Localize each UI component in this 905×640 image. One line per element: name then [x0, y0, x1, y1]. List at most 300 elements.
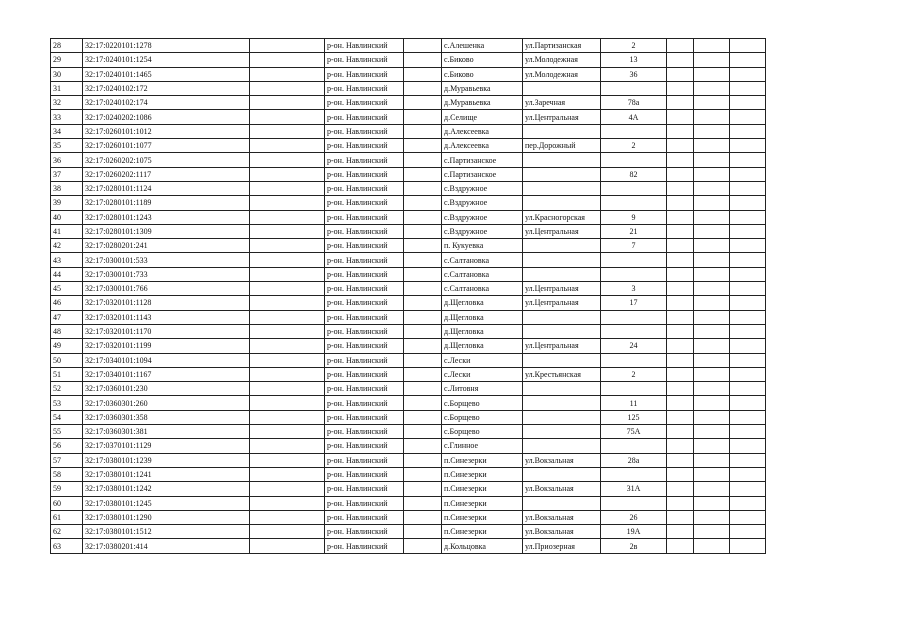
cell-blank-col-4: [694, 53, 730, 67]
cell-blank-col-4: [694, 81, 730, 95]
cell-blank-col-5: [730, 139, 766, 153]
table-row: [51, 139, 766, 153]
cell-blank-col-5: [730, 482, 766, 496]
cell-blank-col-4: [694, 539, 730, 553]
cell-blank-col-1: [250, 353, 325, 367]
cell-house-number: [601, 496, 667, 510]
cell-blank-col-2: [404, 124, 442, 138]
cell-row-number: 44: [51, 267, 83, 281]
cell-row-number: 29: [51, 53, 83, 67]
cell-row-number: 49: [51, 339, 83, 353]
cell-blank-col-4: [694, 267, 730, 281]
cell-cadastral-number: 32:17:0360101:230: [83, 382, 250, 396]
cell-blank-col-5: [730, 124, 766, 138]
cell-blank-col-3: [667, 124, 694, 138]
cell-blank-col-2: [404, 339, 442, 353]
cell-blank-col-2: [404, 296, 442, 310]
table-row: [51, 482, 766, 496]
cell-blank-col-2: [404, 539, 442, 553]
cell-settlement: п.Синезерки: [442, 510, 523, 524]
cell-settlement: с.Вздружное: [442, 181, 523, 195]
table-row: [51, 396, 766, 410]
cell-house-number: [601, 267, 667, 281]
cell-street: [523, 153, 601, 167]
cell-blank-col-5: [730, 224, 766, 238]
cell-cadastral-number: 32:17:0240101:1254: [83, 53, 250, 67]
cell-blank-col-4: [694, 467, 730, 481]
cell-blank-col-5: [730, 439, 766, 453]
cell-cadastral-number: 32:17:0240102:174: [83, 96, 250, 110]
cell-row-number: 40: [51, 210, 83, 224]
cell-settlement: с.Вздружное: [442, 210, 523, 224]
cell-district: р-он. Навлинский: [325, 467, 404, 481]
cell-cadastral-number: 32:17:0240102:172: [83, 81, 250, 95]
cell-blank-col-2: [404, 196, 442, 210]
cell-blank-col-2: [404, 396, 442, 410]
table-row: [51, 282, 766, 296]
cell-cadastral-number: 32:17:0320101:1128: [83, 296, 250, 310]
cell-blank-col-3: [667, 396, 694, 410]
cell-blank-col-2: [404, 81, 442, 95]
cell-street: [523, 425, 601, 439]
cell-house-number: 125: [601, 410, 667, 424]
cell-blank-col-4: [694, 139, 730, 153]
cell-district: р-он. Навлинский: [325, 396, 404, 410]
cell-blank-col-2: [404, 510, 442, 524]
cell-blank-col-5: [730, 110, 766, 124]
cell-blank-col-4: [694, 96, 730, 110]
cell-blank-col-2: [404, 153, 442, 167]
cell-blank-col-5: [730, 510, 766, 524]
table-row: [51, 510, 766, 524]
cell-row-number: 51: [51, 367, 83, 381]
cell-district: р-он. Навлинский: [325, 153, 404, 167]
cell-blank-col-4: [694, 110, 730, 124]
cell-house-number: [601, 153, 667, 167]
cell-cadastral-number: 32:17:0240202:1086: [83, 110, 250, 124]
table-row: [51, 124, 766, 138]
cell-blank-col-5: [730, 39, 766, 53]
cell-blank-col-3: [667, 253, 694, 267]
cell-street: ул.Вокзальная: [523, 510, 601, 524]
cell-row-number: 33: [51, 110, 83, 124]
cell-row-number: 32: [51, 96, 83, 110]
cell-house-number: [601, 310, 667, 324]
cell-row-number: 57: [51, 453, 83, 467]
cell-blank-col-3: [667, 410, 694, 424]
cell-blank-col-3: [667, 367, 694, 381]
cell-blank-col-5: [730, 425, 766, 439]
cell-blank-col-1: [250, 167, 325, 181]
cell-blank-col-5: [730, 96, 766, 110]
cell-cadastral-number: 32:17:0300101:533: [83, 253, 250, 267]
cell-blank-col-3: [667, 224, 694, 238]
cell-house-number: 2: [601, 39, 667, 53]
cell-blank-col-3: [667, 353, 694, 367]
cell-blank-col-5: [730, 196, 766, 210]
cell-street: ул.Центральная: [523, 110, 601, 124]
cell-settlement: с.Алешенка: [442, 39, 523, 53]
cell-blank-col-3: [667, 153, 694, 167]
cell-blank-col-5: [730, 296, 766, 310]
cell-blank-col-3: [667, 53, 694, 67]
cell-cadastral-number: 32:17:0300101:733: [83, 267, 250, 281]
cell-house-number: 3: [601, 282, 667, 296]
cell-blank-col-1: [250, 239, 325, 253]
cell-street: ул.Вокзальная: [523, 453, 601, 467]
cell-district: р-он. Навлинский: [325, 282, 404, 296]
cell-settlement: д.Муравьевка: [442, 81, 523, 95]
table-row: [51, 353, 766, 367]
table-row: [51, 382, 766, 396]
cell-blank-col-3: [667, 339, 694, 353]
cell-blank-col-4: [694, 282, 730, 296]
cell-blank-col-3: [667, 110, 694, 124]
cell-blank-col-3: [667, 139, 694, 153]
cell-blank-col-2: [404, 267, 442, 281]
cell-house-number: 13: [601, 53, 667, 67]
cell-blank-col-3: [667, 167, 694, 181]
cell-cadastral-number: 32:17:0320101:1143: [83, 310, 250, 324]
cell-blank-col-5: [730, 339, 766, 353]
cell-blank-col-1: [250, 253, 325, 267]
cell-cadastral-number: 32:17:0260202:1117: [83, 167, 250, 181]
register-table-body: [51, 39, 766, 554]
cell-blank-col-1: [250, 153, 325, 167]
cell-row-number: 30: [51, 67, 83, 81]
cell-blank-col-1: [250, 110, 325, 124]
table-row: [51, 253, 766, 267]
cell-district: р-он. Навлинский: [325, 539, 404, 553]
cell-house-number: 78а: [601, 96, 667, 110]
cell-district: р-он. Навлинский: [325, 367, 404, 381]
cell-house-number: 24: [601, 339, 667, 353]
cell-district: р-он. Навлинский: [325, 310, 404, 324]
cell-blank-col-3: [667, 282, 694, 296]
cell-blank-col-1: [250, 367, 325, 381]
cell-settlement: д.Муравьевка: [442, 96, 523, 110]
cell-blank-col-5: [730, 181, 766, 195]
cell-blank-col-3: [667, 267, 694, 281]
cell-settlement: д.Щегловка: [442, 310, 523, 324]
cell-settlement: д.Алексеевка: [442, 139, 523, 153]
cell-house-number: [601, 81, 667, 95]
cell-cadastral-number: 32:17:0260101:1012: [83, 124, 250, 138]
cell-blank-col-1: [250, 425, 325, 439]
cell-house-number: 9: [601, 210, 667, 224]
table-row: [51, 53, 766, 67]
cell-cadastral-number: 32:17:0320101:1199: [83, 339, 250, 353]
cell-settlement: с.Биково: [442, 53, 523, 67]
cell-street: ул.Вокзальная: [523, 525, 601, 539]
table-row: [51, 496, 766, 510]
cell-row-number: 28: [51, 39, 83, 53]
cell-row-number: 42: [51, 239, 83, 253]
cell-street: [523, 81, 601, 95]
cell-blank-col-2: [404, 353, 442, 367]
cell-blank-col-4: [694, 67, 730, 81]
cell-house-number: 17: [601, 296, 667, 310]
cell-settlement: с.Борщево: [442, 410, 523, 424]
cell-blank-col-5: [730, 210, 766, 224]
cell-house-number: 36: [601, 67, 667, 81]
cell-district: р-он. Навлинский: [325, 296, 404, 310]
cell-blank-col-2: [404, 139, 442, 153]
cell-blank-col-5: [730, 496, 766, 510]
cell-blank-col-3: [667, 467, 694, 481]
cell-house-number: [601, 324, 667, 338]
table-row: [51, 310, 766, 324]
cell-blank-col-1: [250, 67, 325, 81]
cell-blank-col-3: [667, 239, 694, 253]
cell-blank-col-2: [404, 167, 442, 181]
cell-blank-col-1: [250, 282, 325, 296]
cell-street: ул.Центральная: [523, 296, 601, 310]
cell-district: р-он. Навлинский: [325, 239, 404, 253]
cell-blank-col-3: [667, 496, 694, 510]
cell-settlement: д.Щегловка: [442, 339, 523, 353]
cell-street: [523, 310, 601, 324]
cell-blank-col-4: [694, 510, 730, 524]
cell-blank-col-3: [667, 324, 694, 338]
table-row: [51, 181, 766, 195]
cell-blank-col-3: [667, 310, 694, 324]
cell-settlement: с.Глинное: [442, 439, 523, 453]
cell-street: [523, 196, 601, 210]
table-row: [51, 367, 766, 381]
cell-blank-col-2: [404, 239, 442, 253]
cell-blank-col-4: [694, 482, 730, 496]
cell-settlement: с.Салтановка: [442, 282, 523, 296]
cell-district: р-он. Навлинский: [325, 453, 404, 467]
cell-row-number: 43: [51, 253, 83, 267]
cell-district: р-он. Навлинский: [325, 382, 404, 396]
cell-street: [523, 353, 601, 367]
cell-settlement: п. Кукуевка: [442, 239, 523, 253]
cell-house-number: 21: [601, 224, 667, 238]
cell-district: р-он. Навлинский: [325, 39, 404, 53]
cell-blank-col-5: [730, 167, 766, 181]
cell-street: ул.Центральная: [523, 224, 601, 238]
table-row: [51, 525, 766, 539]
table-row: [51, 425, 766, 439]
cell-blank-col-2: [404, 224, 442, 238]
cell-blank-col-1: [250, 210, 325, 224]
cell-street: ул.Центральная: [523, 339, 601, 353]
cell-blank-col-1: [250, 324, 325, 338]
cell-street: ул.Вокзальная: [523, 482, 601, 496]
cell-row-number: 61: [51, 510, 83, 524]
cell-blank-col-3: [667, 382, 694, 396]
cell-blank-col-3: [667, 196, 694, 210]
cell-blank-col-3: [667, 510, 694, 524]
cell-street: [523, 181, 601, 195]
cell-settlement: п.Синезерки: [442, 496, 523, 510]
cell-settlement: с.Лески: [442, 367, 523, 381]
cell-blank-col-5: [730, 67, 766, 81]
cell-blank-col-4: [694, 353, 730, 367]
cell-cadastral-number: 32:17:0240101:1465: [83, 67, 250, 81]
cell-blank-col-1: [250, 525, 325, 539]
cell-blank-col-4: [694, 425, 730, 439]
cell-blank-col-5: [730, 239, 766, 253]
cell-row-number: 58: [51, 467, 83, 481]
cell-row-number: 62: [51, 525, 83, 539]
cell-settlement: с.Вздружное: [442, 224, 523, 238]
cell-blank-col-3: [667, 181, 694, 195]
cell-row-number: 35: [51, 139, 83, 153]
cell-settlement: п.Синезерки: [442, 467, 523, 481]
cell-settlement: с.Литовня: [442, 382, 523, 396]
cell-row-number: 52: [51, 382, 83, 396]
cell-blank-col-5: [730, 81, 766, 95]
cell-blank-col-1: [250, 439, 325, 453]
cell-house-number: [601, 196, 667, 210]
table-row: [51, 467, 766, 481]
cell-street: [523, 410, 601, 424]
cell-blank-col-3: [667, 425, 694, 439]
cell-cadastral-number: 32:17:0340101:1094: [83, 353, 250, 367]
cell-blank-col-1: [250, 482, 325, 496]
cell-cadastral-number: 32:17:0280101:1189: [83, 196, 250, 210]
cell-blank-col-1: [250, 81, 325, 95]
cell-blank-col-1: [250, 181, 325, 195]
cell-blank-col-4: [694, 439, 730, 453]
cell-blank-col-1: [250, 224, 325, 238]
cell-cadastral-number: 32:17:0360301:260: [83, 396, 250, 410]
cell-row-number: 50: [51, 353, 83, 367]
register-table: [50, 38, 766, 554]
cell-house-number: 7: [601, 239, 667, 253]
cell-blank-col-4: [694, 382, 730, 396]
cell-row-number: 34: [51, 124, 83, 138]
cell-house-number: 4А: [601, 110, 667, 124]
cell-district: р-он. Навлинский: [325, 210, 404, 224]
cell-blank-col-5: [730, 253, 766, 267]
cell-blank-col-4: [694, 296, 730, 310]
cell-row-number: 53: [51, 396, 83, 410]
cell-blank-col-1: [250, 467, 325, 481]
cell-blank-col-1: [250, 396, 325, 410]
cell-blank-col-1: [250, 382, 325, 396]
cell-blank-col-1: [250, 310, 325, 324]
cell-blank-col-2: [404, 181, 442, 195]
cell-blank-col-1: [250, 96, 325, 110]
cell-cadastral-number: 32:17:0280101:1243: [83, 210, 250, 224]
cell-blank-col-4: [694, 525, 730, 539]
cell-blank-col-2: [404, 425, 442, 439]
cell-settlement: с.Вздружное: [442, 196, 523, 210]
cell-cadastral-number: 32:17:0380101:1512: [83, 525, 250, 539]
cell-house-number: 26: [601, 510, 667, 524]
cell-cadastral-number: 32:17:0380101:1239: [83, 453, 250, 467]
cell-house-number: 19А: [601, 525, 667, 539]
cell-blank-col-4: [694, 396, 730, 410]
cell-street: [523, 439, 601, 453]
cell-street: [523, 396, 601, 410]
cell-blank-col-4: [694, 153, 730, 167]
cell-cadastral-number: 32:17:0260101:1077: [83, 139, 250, 153]
cell-street: ул.Крестьянская: [523, 367, 601, 381]
cell-street: ул.Молодежная: [523, 53, 601, 67]
table-row: [51, 439, 766, 453]
cell-settlement: с.Борщево: [442, 396, 523, 410]
cell-cadastral-number: 32:17:0280101:1124: [83, 181, 250, 195]
cell-district: р-он. Навлинский: [325, 525, 404, 539]
cell-settlement: д.Щегловка: [442, 296, 523, 310]
cell-district: р-он. Навлинский: [325, 425, 404, 439]
cell-district: р-он. Навлинский: [325, 67, 404, 81]
cell-blank-col-1: [250, 496, 325, 510]
cell-blank-col-4: [694, 167, 730, 181]
cell-blank-col-5: [730, 310, 766, 324]
cell-blank-col-4: [694, 210, 730, 224]
cell-blank-col-1: [250, 339, 325, 353]
table-row: [51, 110, 766, 124]
cell-settlement: д.Селище: [442, 110, 523, 124]
cell-blank-col-4: [694, 310, 730, 324]
table-row: [51, 96, 766, 110]
cell-blank-col-4: [694, 410, 730, 424]
cell-blank-col-4: [694, 181, 730, 195]
cell-blank-col-4: [694, 339, 730, 353]
cell-row-number: 59: [51, 482, 83, 496]
cell-settlement: с.Борщево: [442, 425, 523, 439]
cell-house-number: 75А: [601, 425, 667, 439]
cell-settlement: с.Биково: [442, 67, 523, 81]
cell-blank-col-2: [404, 496, 442, 510]
cell-house-number: 82: [601, 167, 667, 181]
cell-row-number: 39: [51, 196, 83, 210]
cell-cadastral-number: 32:17:0320101:1170: [83, 324, 250, 338]
cell-blank-col-4: [694, 196, 730, 210]
cell-street: ул.Центральная: [523, 282, 601, 296]
cell-row-number: 56: [51, 439, 83, 453]
cell-row-number: 48: [51, 324, 83, 338]
cell-cadastral-number: 32:17:0280201:241: [83, 239, 250, 253]
table-row: [51, 196, 766, 210]
cell-house-number: 2в: [601, 539, 667, 553]
cell-cadastral-number: 32:17:0380101:1245: [83, 496, 250, 510]
cell-street: [523, 167, 601, 181]
cell-district: р-он. Навлинский: [325, 124, 404, 138]
cell-blank-col-3: [667, 453, 694, 467]
cell-blank-col-2: [404, 53, 442, 67]
cell-district: р-он. Навлинский: [325, 181, 404, 195]
cell-row-number: 38: [51, 181, 83, 195]
cell-blank-col-5: [730, 382, 766, 396]
cell-cadastral-number: 32:17:0260202:1075: [83, 153, 250, 167]
cell-blank-col-1: [250, 124, 325, 138]
cell-district: р-он. Навлинский: [325, 510, 404, 524]
table-row: [51, 267, 766, 281]
cell-settlement: п.Синезерки: [442, 525, 523, 539]
cell-row-number: 54: [51, 410, 83, 424]
cell-blank-col-5: [730, 525, 766, 539]
table-row: [51, 410, 766, 424]
cell-blank-col-2: [404, 525, 442, 539]
cell-district: р-он. Навлинский: [325, 81, 404, 95]
cell-blank-col-5: [730, 353, 766, 367]
cell-blank-col-3: [667, 482, 694, 496]
cell-district: р-он. Навлинский: [325, 110, 404, 124]
cell-district: р-он. Навлинский: [325, 96, 404, 110]
cell-district: р-он. Навлинский: [325, 253, 404, 267]
cell-district: р-он. Навлинский: [325, 496, 404, 510]
cell-blank-col-1: [250, 53, 325, 67]
table-row: [51, 167, 766, 181]
cell-district: р-он. Навлинский: [325, 139, 404, 153]
